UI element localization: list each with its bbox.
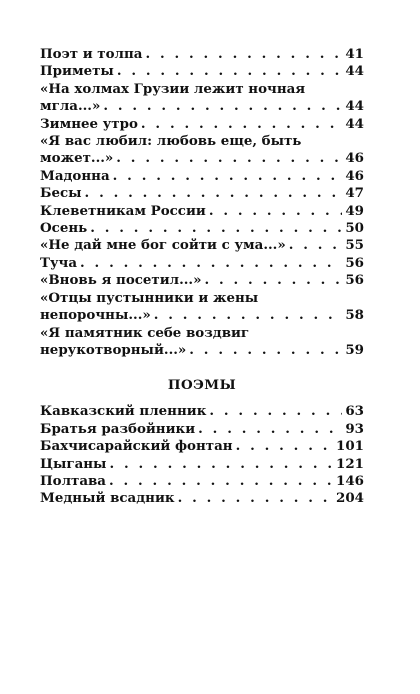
toc-entry-title: может...» (40, 150, 114, 167)
toc-entry-title-line: «Я вас любил: любовь еще, быть (40, 133, 302, 150)
toc-entry-page-number: 46 (345, 167, 364, 184)
toc-entry (40, 203, 364, 220)
toc-entry-title: Цыганы (40, 455, 107, 472)
toc-entry-title: Туча (40, 254, 78, 271)
toc-entry-page-number: 44 (345, 63, 364, 80)
toc-entry-page-number: 55 (345, 237, 364, 254)
dot-leader (189, 342, 342, 359)
toc-entry-title: Мадонна (40, 167, 110, 184)
toc-entry (40, 133, 364, 168)
section-heading-poems: ПОЭМЫ (167, 377, 237, 394)
toc-entry-page-number: 101 (336, 438, 364, 455)
toc-entry-row (40, 490, 364, 507)
dot-leader (209, 203, 343, 220)
dot-leader (113, 168, 343, 185)
toc-entry-page-number: 44 (345, 115, 364, 132)
toc-entry-page-number: 50 (345, 220, 364, 237)
toc-entry-page-number: 49 (345, 202, 364, 219)
toc-entry-title: Клеветникам России (40, 202, 206, 219)
toc-entry-title: Приметы (40, 63, 114, 80)
poems-list (40, 403, 364, 507)
toc-entry (40, 473, 364, 490)
toc-entry-page-number: 44 (345, 98, 364, 115)
toc-entry-page-number: 41 (345, 46, 364, 62)
toc-entry-row (40, 342, 364, 359)
toc-entry-title: Осень (40, 220, 88, 237)
toc-entry (40, 490, 364, 507)
dot-leader (289, 237, 343, 254)
toc-entry (40, 456, 364, 473)
toc-entry-title: нерукотворный...» (40, 341, 187, 358)
toc-entry (40, 272, 364, 289)
toc-entry-title: «Вновь я посетил...» (40, 272, 202, 289)
toc-entry (40, 185, 364, 202)
toc-entry-page-number: 93 (345, 420, 364, 437)
toc-entry (40, 237, 364, 254)
toc-entry-row (40, 438, 364, 455)
toc-entry-row (40, 185, 364, 202)
toc-entry-page-number: 204 (336, 490, 364, 507)
toc-entry (40, 63, 364, 80)
toc-entry-page-number: 59 (345, 341, 364, 358)
dot-leader (116, 150, 342, 167)
lyrics-list (40, 46, 364, 359)
toc-entry-row (40, 421, 364, 438)
toc-entry-page-number: 56 (345, 254, 364, 271)
toc-entry (40, 325, 364, 360)
toc-entry-page-number: 121 (336, 455, 364, 472)
dot-leader (80, 255, 342, 272)
dot-leader (103, 98, 342, 115)
toc-entry-row (40, 456, 364, 473)
dot-leader (109, 473, 333, 490)
toc-entry (40, 168, 364, 185)
toc-entry-title: Зимнее утро (40, 115, 138, 132)
dot-leader (236, 438, 333, 455)
toc-entry (40, 403, 364, 420)
toc-entry (40, 438, 364, 455)
toc-entry-row (40, 168, 364, 185)
toc-entry-title-line: «Я памятник себе воздвиг (40, 324, 250, 341)
toc-entry-title: непорочны...» (40, 307, 151, 324)
dot-leader (85, 185, 343, 202)
dot-leader (109, 456, 333, 473)
toc-entry-title: мгла...» (40, 98, 101, 115)
table-of-contents (40, 46, 364, 508)
toc-entry-page-number: 47 (345, 185, 364, 202)
dot-leader (141, 116, 342, 133)
dot-leader (145, 46, 342, 63)
toc-entry-title: Медный всадник (40, 490, 175, 507)
dot-leader (117, 63, 343, 80)
toc-entry-title-line: «На холмах Грузии лежит ночная (40, 80, 306, 97)
toc-entry-row (40, 63, 364, 80)
dot-leader (204, 272, 342, 289)
toc-entry (40, 116, 364, 133)
dot-leader (154, 307, 343, 324)
toc-entry-page-number: 56 (345, 272, 364, 289)
toc-entry-row (40, 255, 364, 272)
toc-entry-page-number: 146 (336, 472, 364, 489)
toc-entry-row (40, 307, 364, 324)
toc-entry-row (40, 220, 364, 237)
toc-entry-title: Бахчисарайский фонтан (40, 438, 233, 455)
toc-entry-row (40, 46, 364, 63)
toc-entry-row (40, 473, 364, 490)
toc-entry-title: Полтава (40, 472, 106, 489)
dot-leader (178, 490, 333, 507)
toc-entry-row (40, 150, 364, 167)
toc-entry-row (40, 98, 364, 115)
toc-entry (40, 46, 364, 63)
toc-entry-row (40, 403, 364, 420)
toc-entry-page-number: 63 (345, 403, 364, 420)
toc-entry (40, 290, 364, 325)
toc-entry-row (40, 237, 364, 254)
toc-entry-title: Поэт и толпа (40, 46, 143, 62)
dot-leader (198, 421, 342, 438)
toc-entry-title-line: «Отцы пустынники и жены (40, 289, 259, 306)
toc-entry-title: Братья разбойники (40, 420, 196, 437)
toc-entry (40, 255, 364, 272)
toc-entry-row (40, 116, 364, 133)
dot-leader (209, 403, 342, 420)
toc-entry (40, 421, 364, 438)
toc-entry-page-number: 46 (345, 150, 364, 167)
toc-entry (40, 220, 364, 237)
dot-leader (90, 220, 342, 237)
toc-entry-row (40, 203, 364, 220)
toc-entry-row (40, 272, 364, 289)
toc-entry-title: «Не дай мне бог сойти с ума...» (40, 237, 286, 254)
toc-entry-title: Кавказский пленник (40, 403, 207, 420)
toc-entry-title: Бесы (40, 185, 82, 202)
toc-entry (40, 81, 364, 116)
toc-entry-page-number: 58 (345, 307, 364, 324)
